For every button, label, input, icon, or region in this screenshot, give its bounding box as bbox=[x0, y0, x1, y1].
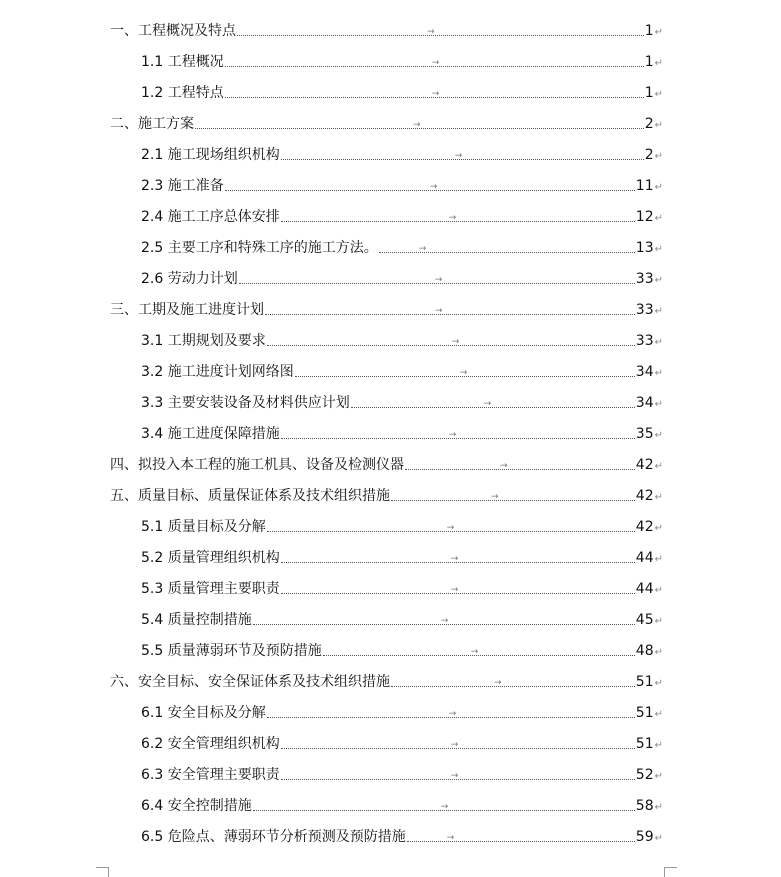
toc-entry[interactable]: 3.4 施工进度保障措施 → 35 ↵ bbox=[141, 426, 663, 442]
toc-entry[interactable]: 6.2 安全管理组织机构 → 51 ↵ bbox=[141, 736, 663, 752]
toc-entry[interactable]: 1.2 工程特点 → 1 ↵ bbox=[141, 85, 663, 101]
tab-mark: → bbox=[440, 616, 449, 626]
dot-leader bbox=[295, 368, 635, 378]
paragraph-mark: ↵ bbox=[654, 616, 663, 627]
page-number: 42 bbox=[635, 488, 654, 504]
paragraph-mark: ↵ bbox=[654, 740, 663, 751]
dot-leader bbox=[265, 306, 635, 316]
toc-entry[interactable]: 3.1 工期规划及要求 → 33 ↵ bbox=[141, 333, 663, 349]
dot-leader bbox=[391, 678, 635, 688]
page-number: 52 bbox=[635, 767, 654, 783]
paragraph-mark: ↵ bbox=[654, 585, 663, 596]
tab-mark: → bbox=[429, 182, 438, 192]
page-number: 51 bbox=[635, 705, 654, 721]
paragraph-mark: ↵ bbox=[654, 244, 663, 255]
page-number: 34 bbox=[635, 364, 654, 380]
paragraph-mark: ↵ bbox=[654, 27, 663, 38]
toc-entry[interactable]: 二、施工方案 → 2 ↵ bbox=[110, 116, 663, 132]
page-number: 33 bbox=[635, 271, 654, 287]
dot-leader bbox=[351, 399, 635, 409]
paragraph-mark: ↵ bbox=[654, 461, 663, 472]
page-number: 33 bbox=[635, 302, 654, 318]
page-number: 1 bbox=[644, 54, 654, 70]
paragraph-mark: ↵ bbox=[654, 337, 663, 348]
page-number: 2 bbox=[644, 116, 654, 132]
dot-leader bbox=[281, 151, 644, 161]
dot-leader bbox=[239, 275, 635, 285]
paragraph-mark: ↵ bbox=[654, 182, 663, 193]
tab-mark: → bbox=[450, 585, 459, 595]
page-number: 44 bbox=[635, 550, 654, 566]
paragraph-mark: ↵ bbox=[654, 771, 663, 782]
paragraph-mark: ↵ bbox=[654, 523, 663, 534]
tab-mark: → bbox=[446, 833, 455, 843]
dot-leader bbox=[253, 802, 635, 812]
paragraph-mark: ↵ bbox=[654, 306, 663, 317]
dot-leader bbox=[281, 740, 635, 750]
dot-leader bbox=[253, 616, 635, 626]
dot-leader bbox=[281, 213, 635, 223]
tab-mark: → bbox=[431, 58, 440, 68]
dot-leader bbox=[281, 771, 635, 781]
page-number: 59 bbox=[635, 829, 654, 845]
paragraph-mark: ↵ bbox=[654, 151, 663, 162]
tab-mark: → bbox=[491, 492, 499, 502]
page-number: 34 bbox=[635, 395, 654, 411]
tab-mark: → bbox=[440, 802, 449, 812]
toc-entry[interactable]: 3.3 主要安装设备及材料供应计划 → 34 ↵ bbox=[141, 395, 663, 411]
paragraph-mark: ↵ bbox=[654, 213, 663, 224]
page-number: 1 bbox=[644, 85, 654, 101]
tab-mark: → bbox=[450, 740, 459, 750]
paragraph-mark: ↵ bbox=[654, 678, 663, 689]
toc-entry[interactable]: 6.5 危险点、薄弱环节分析预测及预防措施 → 59 ↵ bbox=[141, 829, 663, 845]
toc-entry[interactable]: 2.4 施工工序总体安排 → 12 ↵ bbox=[141, 209, 663, 225]
tab-mark: → bbox=[418, 244, 427, 254]
tab-mark: → bbox=[446, 523, 455, 533]
toc-entry[interactable]: 5.1 质量目标及分解 → 42 ↵ bbox=[141, 519, 663, 535]
page-number: 12 bbox=[635, 209, 654, 225]
tab-mark: → bbox=[459, 368, 468, 378]
page-number: 13 bbox=[635, 240, 654, 256]
tab-mark: → bbox=[470, 647, 479, 657]
toc-entry[interactable]: 6.4 安全控制措施 → 58 ↵ bbox=[141, 798, 663, 814]
tab-mark: → bbox=[450, 771, 459, 781]
page-number: 51 bbox=[635, 736, 654, 752]
dot-leader bbox=[267, 523, 635, 533]
page-number: 42 bbox=[635, 519, 654, 535]
page-number: 58 bbox=[635, 798, 654, 814]
toc-entry[interactable]: 5.2 质量管理组织机构 → 44 ↵ bbox=[141, 550, 663, 566]
toc-entry[interactable]: 四、拟投入本工程的施工机具、设备及检测仪器 → 42 ↵ bbox=[110, 457, 663, 473]
dot-leader bbox=[407, 833, 635, 843]
paragraph-mark: ↵ bbox=[654, 58, 663, 69]
tab-mark: → bbox=[427, 27, 435, 37]
tab-mark: → bbox=[434, 275, 443, 285]
dot-leader bbox=[267, 709, 635, 719]
dot-leader bbox=[379, 244, 635, 254]
tab-mark: → bbox=[454, 151, 463, 161]
paragraph-mark: ↵ bbox=[654, 89, 663, 100]
tab-mark: → bbox=[448, 709, 457, 719]
page-number: 45 bbox=[635, 612, 654, 628]
toc-entry[interactable]: 2.5 主要工序和特殊工序的施工方法。 → 13 ↵ bbox=[141, 240, 663, 256]
toc-entry[interactable]: 5.3 质量管理主要职责 → 44 ↵ bbox=[141, 581, 663, 597]
paragraph-mark: ↵ bbox=[654, 275, 663, 286]
dot-leader bbox=[323, 647, 635, 657]
toc-entry[interactable]: 5.5 质量薄弱环节及预防措施 → 48 ↵ bbox=[141, 643, 663, 659]
dot-leader bbox=[391, 492, 635, 502]
dot-leader bbox=[225, 182, 635, 192]
toc-entry[interactable]: 6.1 安全目标及分解 → 51 ↵ bbox=[141, 705, 663, 721]
page-number: 48 bbox=[635, 643, 654, 659]
page-number: 1 bbox=[644, 23, 654, 39]
dot-leader bbox=[281, 430, 635, 440]
paragraph-mark: ↵ bbox=[654, 368, 663, 379]
toc-entry[interactable]: 3.2 施工进度计划网络图 → 34 ↵ bbox=[141, 364, 663, 380]
page-number: 35 bbox=[635, 426, 654, 442]
tab-mark: → bbox=[494, 678, 502, 688]
toc-entry[interactable]: 六、安全目标、安全保证体系及技术组织措施 → 51 ↵ bbox=[110, 674, 663, 690]
toc-entry[interactable]: 2.6 劳动力计划 → 33 ↵ bbox=[141, 271, 663, 287]
dot-leader bbox=[267, 337, 635, 347]
toc-entry[interactable]: 2.1 施工现场组织机构 → 2 ↵ bbox=[141, 147, 663, 163]
page-number: 51 bbox=[635, 674, 654, 690]
tab-mark: → bbox=[451, 337, 460, 347]
tab-mark: → bbox=[450, 554, 459, 564]
page-number: 44 bbox=[635, 581, 654, 597]
paragraph-mark: ↵ bbox=[654, 647, 663, 658]
dot-leader bbox=[405, 461, 635, 471]
dot-leader bbox=[281, 585, 635, 595]
page-number: 42 bbox=[635, 457, 654, 473]
paragraph-mark: ↵ bbox=[654, 492, 663, 503]
tab-mark: → bbox=[483, 399, 492, 409]
toc-entry[interactable]: 5.4 质量控制措施 → 45 ↵ bbox=[141, 612, 663, 628]
tab-mark: → bbox=[448, 213, 457, 223]
paragraph-mark: ↵ bbox=[654, 120, 663, 131]
page-number: 11 bbox=[635, 178, 654, 194]
tab-mark: → bbox=[413, 120, 421, 130]
page-number: 33 bbox=[635, 333, 654, 349]
paragraph-mark: ↵ bbox=[654, 709, 663, 720]
tab-mark: → bbox=[448, 430, 457, 440]
toc-entry[interactable]: 2.3 施工准备 → 11 ↵ bbox=[141, 178, 663, 194]
toc-entry[interactable]: 三、工期及施工进度计划 → 33 ↵ bbox=[110, 302, 663, 318]
tab-mark: → bbox=[500, 461, 508, 471]
dot-leader bbox=[281, 554, 635, 564]
paragraph-mark: ↵ bbox=[654, 554, 663, 565]
tab-mark: → bbox=[431, 89, 440, 99]
paragraph-mark: ↵ bbox=[654, 430, 663, 441]
tab-mark: → bbox=[435, 306, 443, 316]
dot-leader bbox=[237, 27, 644, 37]
paragraph-mark: ↵ bbox=[654, 802, 663, 813]
toc-entry[interactable]: 1.1 工程概况 → 1 ↵ bbox=[141, 54, 663, 70]
page-number: 2 bbox=[644, 147, 654, 163]
paragraph-mark: ↵ bbox=[654, 399, 663, 410]
toc-entry[interactable]: 6.3 安全管理主要职责 → 52 ↵ bbox=[141, 767, 663, 783]
toc-entry[interactable]: 五、质量目标、质量保证体系及技术组织措施 → 42 ↵ bbox=[110, 488, 663, 504]
toc-entry[interactable]: 一、工程概况及特点 → 1 ↵ bbox=[110, 23, 663, 39]
paragraph-mark: ↵ bbox=[654, 833, 663, 844]
